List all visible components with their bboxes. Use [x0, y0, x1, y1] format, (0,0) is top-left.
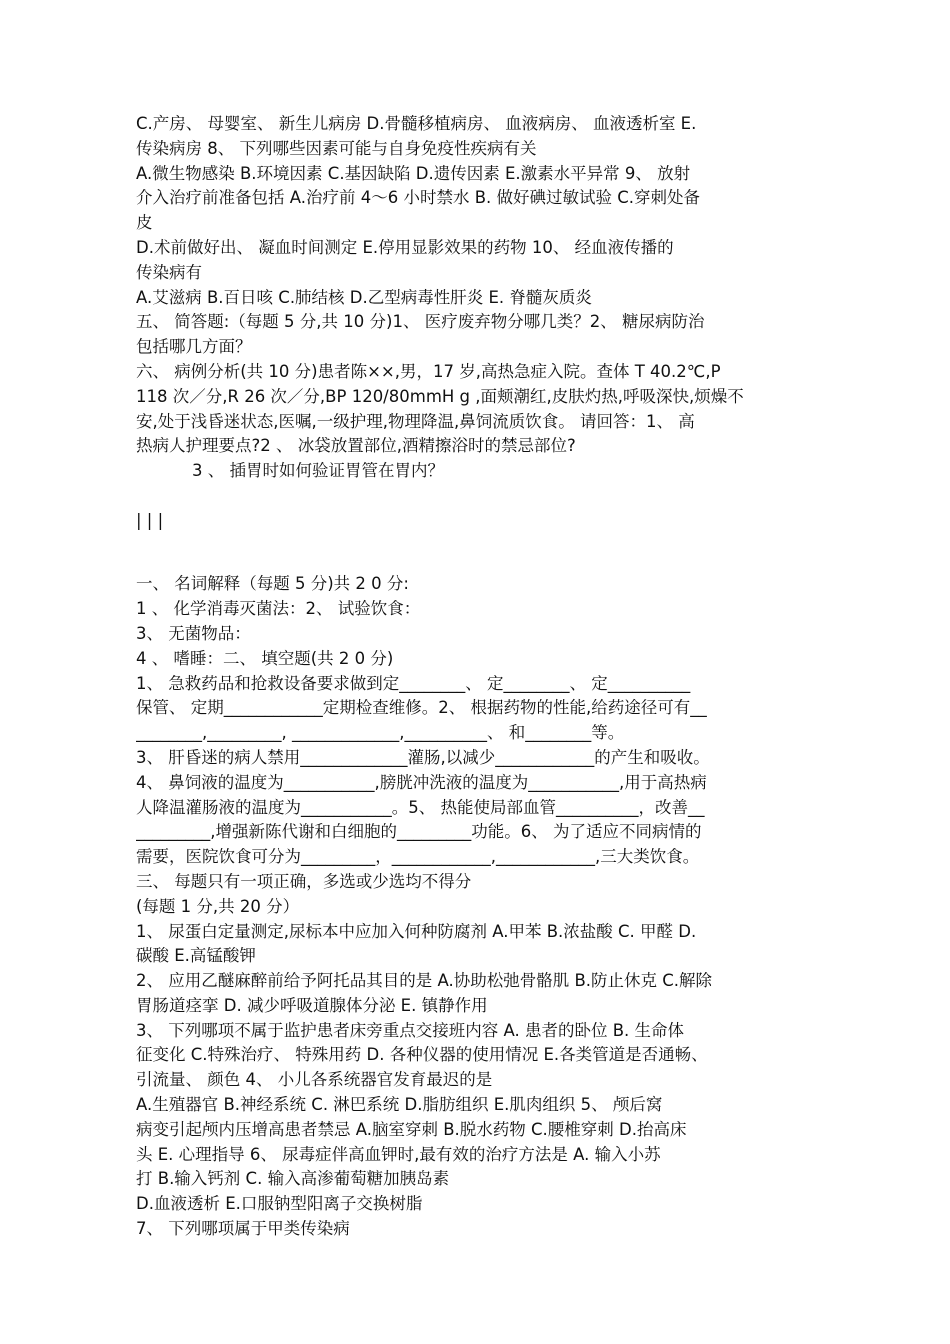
text-line: 碳酸 E.高锰酸钾	[136, 946, 256, 966]
text-line: 介入治疗前准备包括 ﻿A.治疗前 4～6 小时禁水 B. 做好碘过敏试验 C.穿刺处备	[136, 188, 701, 208]
text-line: 3、 无菌物品：	[136, 623, 251, 643]
blank-gap	[136, 558, 816, 572]
text-line: 头 E. 心理指导 6﻿、 尿毒症伴高血钾时,最有效的治疗方法是 ﻿A. 输入小苏	[136, 1144, 661, 1164]
indented-question-line: 3 、 插胃时如何验证胃管在胃内？	[192, 461, 444, 481]
blank-gap	[136, 534, 816, 559]
text-line: A.生殖器官 B.神经系统 C. 淋巴系统 D.脂肪组织 E.肌肉组织 5﻿、 颅后窝	[136, 1095, 663, 1115]
document-page	[136, 112, 816, 1242]
text-line: 胃肠道痉挛 D. 减少呼吸道腺体分泌 E. 镇静作用	[136, 995, 488, 1015]
text-line: 一、 名词解释（每题 5 分)共 2 0 分:	[136, 574, 409, 594]
text-line: 传染病有	[136, 262, 202, 282]
text-line: 征变化 C.特殊治疗、 特殊用药 ﻿D. 各种仪器的使用情况 E.各类管道是否通畅、	[136, 1045, 708, 1065]
blank-gap	[136, 484, 816, 509]
text-line: 1、 尿蛋白定量测定,尿标本中应加入何种防腐剂 ﻿A.甲苯 B.浓盐酸 C. 甲醛 D.	[136, 921, 697, 941]
text-line: ________,_________, _____________,__________、 和________等。	[136, 723, 625, 743]
text-line: 4 、 嗜睡：﻿二、 填空题(共 2 0 分)	[136, 648, 394, 668]
text-line: 病变引起颅内压增高患者禁忌 ﻿A.脑室穿刺 B.脱水药物 C.腰椎穿刺 D.抬高床	[136, 1119, 687, 1139]
text-line: 保管、 定期____________定期检查维修。2﻿、 根据药物的性能,给药途径可有__	[136, 698, 707, 718]
text-line: _________,增强新陈代谢和白细胞的_________功能。6﻿、 为了适应不同病情的	[136, 822, 702, 842]
text-line: 五、 简答题:（每题 5 分,共 10 分)1﻿、 医疗废弃物分哪几类？2﻿、 糖尿病防治	[136, 312, 705, 332]
text-line: D.术前做好出、 凝血时间测定 E.停用显影效果的药物 10﻿、 经血液传播的	[136, 237, 674, 257]
text-line: 4、 鼻饲液的温度为___________,膀胱冲洗液的温度为___________,用于高热病	[136, 772, 707, 792]
exam-part-1	[136, 112, 816, 484]
text-line: 2、 应用乙醚麻醉前给予阿托品其目的是 ﻿A.协助松弛骨骼肌 B.防止休克 C.解除	[136, 971, 713, 991]
text-line: 引流量、 颜色 4﻿、 小儿各系统器官发育最迟的是	[136, 1070, 493, 1090]
text-line: C.产房、 母婴室、 新生儿病房 D.骨髓移植病房、 血液病房、 血液透析室 ﻿E.	[136, 114, 697, 133]
text-line: 打 B.输入钙剂 C. 输入高渗葡萄糖加胰岛素	[136, 1169, 450, 1189]
separator-marks: | | |	[136, 510, 164, 530]
text-line: 六、 病例分析(共 10 分)﻿患者陈××,男，17 岁,高热急症入院。查体 T 40.2℃,P	[136, 361, 721, 381]
text-line: (每题 1 分,共 20 分）	[136, 896, 300, 916]
text-line: 需要，医院饮食可分为_________，____________,____________,﻿三大类饮食。	[136, 847, 700, 867]
text-line: 传染病房 8﻿、 下列哪些因素可能与自身免疫性疾病有关	[136, 138, 537, 158]
text-line: 热病人护理要点?2 ﻿、 冰袋放置部位,酒精擦浴时的禁忌部位?	[136, 436, 576, 456]
text-line: 人降温灌肠液的温度为___________。5﻿、 热能使局部血管__________，改善__	[136, 797, 705, 817]
text-line: 3、 肝昏迷的病人禁用_____________灌肠,以减少____________的产生和吸收。﻿	[136, 747, 710, 767]
text-line: 三、 每题只有一项正确，多选或少选均不得分	[136, 871, 472, 891]
text-line: A.微生物感染 B.环境因素 C.基因缺陷 D.遗传因素 E.激素水平异常 9﻿、 放射	[136, 163, 691, 183]
text-line: 118 次／分,R 26 次／分,BP 120/80mmH g ,面颊潮红,皮肤灼热,呼吸深快,烦燥不	[136, 386, 744, 406]
text-line: A.艾滋病 B.百日咳 C.肺结核 D.乙型病毒性肝炎 E. 脊髓灰质炎	[136, 287, 592, 307]
text-line: 安,处于浅昏迷状态,医嘱,一级护理,物理降温,鼻饲流质饮食。﻿ 请回答：1、 高	[136, 411, 695, 431]
text-line: 7、 下列哪项属于甲类传染病	[136, 1219, 350, 1239]
text-line: 1 、 化学消毒灭菌法：2﻿、 试验饮食：	[136, 599, 421, 619]
text-line: 1、 急救药品和抢救设备要求做到定________、 定________、 定__________	[136, 673, 691, 693]
text-line: 3、 下列哪项不属于监护患者床旁重点交接班内容 ﻿A. 患者的卧位 B. 生命体	[136, 1020, 685, 1040]
text-line: 包括哪几方面？	[136, 337, 252, 357]
exam-part-2	[136, 572, 816, 1242]
text-line: 皮	[136, 213, 153, 233]
text-line: D.血液透析 E.口服钠型阳离子交换树脂	[136, 1194, 423, 1214]
